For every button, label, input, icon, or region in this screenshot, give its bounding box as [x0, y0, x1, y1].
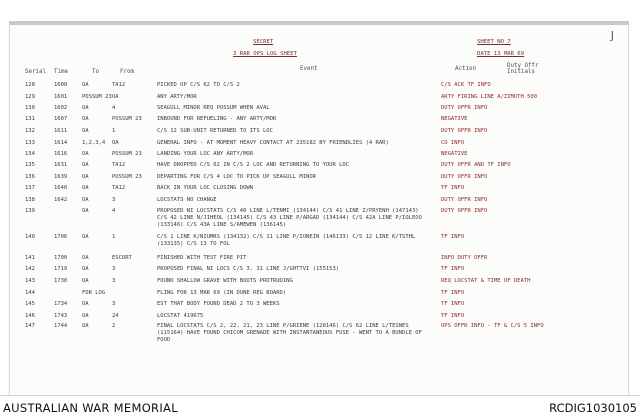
- col-header-time: Time: [54, 69, 68, 75]
- cell-action: TF INFO: [441, 290, 465, 296]
- cell-action: ARTY FIRING LINE A/ZIMUTH 500: [441, 94, 538, 100]
- cell-to: OA: [82, 301, 89, 307]
- cell-action: DUTY OFFR AND TF INFO: [441, 162, 511, 168]
- cell-action: CO INFO: [441, 140, 465, 146]
- cell-event: PROPOSED FINAL NI LOCS C/S 3, 31 LINE J/GHTTVI (155153): [157, 266, 340, 272]
- cell-action: TF INFO: [441, 266, 465, 272]
- cell-to: 1,2,3,4: [82, 140, 106, 146]
- cell-from: TA12: [112, 82, 126, 88]
- cell-event: FINISHED WITH TEST FIRE PIT: [157, 255, 247, 261]
- cell-serial: 135: [25, 162, 35, 168]
- cell-event: EST THAT BODY FOUND DEAD 2 TO 3 WEEKS: [157, 301, 280, 307]
- cell-serial: 132: [25, 128, 35, 134]
- cell-event: SEAGULL MINOR REQ POSSUM WHEN AVAL: [157, 105, 270, 111]
- cell-from: 24: [112, 313, 119, 319]
- cell-from: 1: [112, 128, 116, 134]
- cell-from: TA12: [112, 185, 126, 191]
- cell-serial: 140: [25, 234, 35, 240]
- col-header-to: To: [92, 69, 99, 75]
- cell-to: OA: [82, 323, 89, 329]
- cell-to: OA: [82, 105, 89, 111]
- cell-from: 4: [112, 208, 116, 214]
- security-classification: SECRET: [253, 39, 274, 45]
- cell-from: POSSUM 23: [112, 151, 142, 157]
- cell-to: OA: [82, 208, 89, 214]
- cell-event: HAVE DROPPED C/S 62 IN C/S 2 LOC AND RETURNING TO YOUR LOC: [157, 162, 350, 168]
- cell-event: BACK IN YOUR LOC CLOSING DOWN: [157, 185, 254, 191]
- log-sheet: [9, 21, 629, 397]
- cell-action: TF INFO: [441, 185, 465, 191]
- cell-event: GENERAL INFO - AT MOMENT HEAVY CONTACT AT 235182 BY FRIENDLIES (4 RAR): [157, 140, 389, 146]
- cell-serial: 137: [25, 185, 35, 191]
- cell-serial: 138: [25, 197, 35, 203]
- cell-to: OA: [82, 116, 89, 122]
- cell-action: INFO DUTY OFFR: [441, 255, 488, 261]
- cell-action: DUTY OFFR INFO: [441, 174, 488, 180]
- cell-time: 1700: [54, 255, 68, 261]
- footer-source: AUSTRALIAN WAR MEMORIAL: [3, 401, 178, 415]
- cell-serial: 136: [25, 174, 35, 180]
- cell-time: 1611: [54, 128, 68, 134]
- cell-to: OA: [82, 234, 89, 240]
- cell-from: OA: [112, 140, 119, 146]
- cell-to: FOR LOG: [82, 290, 106, 296]
- cell-event: LOCSTAT 419675: [157, 313, 204, 319]
- cell-from: 1: [112, 234, 116, 240]
- cell-to: OA: [82, 162, 89, 168]
- cell-serial: 134: [25, 151, 35, 157]
- cell-action: DUTY OFFR INFO: [441, 208, 488, 214]
- cell-time: 1616: [54, 151, 68, 157]
- cell-action: DUTY OFFR INFO: [441, 197, 488, 203]
- cell-event: PROPOSED NI LOCSTATS C/S 40 LINE L/TENMI (134144) C/S 41 LINE Z/PRYENH (147143) C/S 42 LINE N/JIHEOL (134145) C/S 43 LINE P/ARGAD (134144) C/S 42A LINE P/IOLEOO (133146) C/S 43A LINE S/AMEWEN (136145): [157, 208, 422, 228]
- cell-action: C/S ACK TF INFO: [441, 82, 491, 88]
- cell-serial: 141: [25, 255, 35, 261]
- cell-to: OA: [82, 313, 89, 319]
- cell-event: FLING FOR 13 MAR 69 (IN DUNE REG BOARD): [157, 290, 287, 296]
- footer-record-id: RCDIG1030105: [549, 401, 637, 415]
- cell-action: TF INFO: [441, 301, 465, 307]
- cell-serial: 131: [25, 116, 35, 122]
- cell-from: POSSUM 23: [112, 116, 142, 122]
- cell-action: DUTY OFFR INFO: [441, 105, 488, 111]
- cell-to: OA: [82, 82, 89, 88]
- cell-time: 1602: [54, 105, 68, 111]
- cell-to: OA: [82, 278, 89, 284]
- cell-action: NEGATIVE: [441, 116, 468, 122]
- cell-time: 1600: [54, 82, 68, 88]
- cell-serial: 142: [25, 266, 35, 272]
- col-header-duty-offr: Duty Offr Initials: [507, 63, 539, 75]
- cell-event: LOCSTATS NO CHANGE: [157, 197, 217, 203]
- col-header-action: Action: [455, 66, 476, 72]
- cell-event: C/S 1 LINE K/NIUMRS (134132) C/S 11 LINE P/IONEIN (146133) C/S 12 LINE K/TSTHL (133135) C/S 13 TO FOL: [157, 234, 416, 247]
- cell-from: OA: [112, 94, 119, 100]
- cell-from: 3: [112, 278, 116, 284]
- cell-from: 2: [112, 323, 116, 329]
- cell-serial: 146: [25, 313, 35, 319]
- cell-time: 1642: [54, 197, 68, 203]
- cell-serial: 143: [25, 278, 35, 284]
- col-header-event: Event: [300, 66, 318, 72]
- cell-serial: 133: [25, 140, 35, 146]
- cell-serial: 129: [25, 94, 35, 100]
- cell-to: OA: [82, 151, 89, 157]
- cell-time: 1640: [54, 185, 68, 191]
- cell-from: POSSUM 23: [112, 174, 142, 180]
- cell-from: ESCORT: [112, 255, 132, 261]
- cell-time: 1734: [54, 301, 68, 307]
- cell-from: TA12: [112, 162, 126, 168]
- sheet-date: DATE 13 MAR 69: [477, 51, 525, 57]
- cell-event: FOUND SHALLOW GRAVE WITH BOOTS PROTRUDING: [157, 278, 293, 284]
- col-header-serial: Serial: [25, 69, 46, 75]
- cell-action: TF INFO: [441, 313, 465, 319]
- cell-serial: 144: [25, 290, 35, 296]
- cell-time: 1719: [54, 266, 68, 272]
- cell-event: DEPARTING FOR C/S 4 LOC TO PICK UP SEAGULL MINOR: [157, 174, 316, 180]
- cell-to: OA: [82, 185, 89, 191]
- cell-to: POSSUM 23: [82, 94, 112, 100]
- cell-action: DUTY OFFR INFO: [441, 128, 488, 134]
- cell-time: 1639: [54, 174, 68, 180]
- sheet-title: 3 RAR OPS LOG SHEET: [233, 51, 297, 57]
- col-header-from: From: [120, 69, 134, 75]
- cell-time: 1607: [54, 116, 68, 122]
- cell-from: 3: [112, 301, 116, 307]
- cell-to: OA: [82, 197, 89, 203]
- footer: [0, 395, 640, 418]
- cell-action: OPS OFFR INFO - TF & C/S 5 INFO: [441, 323, 544, 329]
- cell-time: 1631: [54, 162, 68, 168]
- cell-event: PICKED UP C/S 62 TO C/S 2: [157, 82, 240, 88]
- cell-time: 1744: [54, 323, 68, 329]
- cell-serial: 128: [25, 82, 35, 88]
- cell-event: C/S 12 SUB-UNIT RETURNED TO ITS LOC: [157, 128, 273, 134]
- cell-time: 1730: [54, 278, 68, 284]
- sheet-number: SHEET NO 7: [477, 39, 511, 45]
- cell-event: FINAL LOCSTATS C/S 2, 22, 21, 23 LINE P/GRIENE (128146) C/S 62 LINE L/TESNES (115164) HAVE FOUND CHICOM GRENADE WITH INSTANTANEOUS FUSE - WENT TO A BUNDLE OF FOOD: [157, 323, 422, 343]
- cell-from: 3: [112, 197, 116, 203]
- cell-serial: 145: [25, 301, 35, 307]
- cell-to: OA: [82, 255, 89, 261]
- cell-to: OA: [82, 128, 89, 134]
- cell-serial: 147: [25, 323, 35, 329]
- cell-action: REQ LOCSTAT & TIME OF DEATH: [441, 278, 531, 284]
- cell-to: OA: [82, 266, 89, 272]
- cell-serial: 130: [25, 105, 35, 111]
- cell-time: 1743: [54, 313, 68, 319]
- cell-to: OA: [82, 174, 89, 180]
- cell-event: ANY ARTY/MOR: [157, 94, 197, 100]
- cell-action: TF INFO: [441, 234, 465, 240]
- cell-event: LANDING YOUR LOC ANY ARTY/MOR: [157, 151, 254, 157]
- cell-time: 1614: [54, 140, 68, 146]
- cell-from: 3: [112, 266, 116, 272]
- cell-event: INBOUND FOR REFUELING - ANY ARTY/MOR: [157, 116, 277, 122]
- corner-mark: J: [610, 29, 614, 42]
- cell-action: NEGATIVE: [441, 151, 468, 157]
- cell-from: 4: [112, 105, 116, 111]
- cell-time: 1706: [54, 234, 68, 240]
- cell-serial: 139: [25, 208, 35, 214]
- cell-time: 1601: [54, 94, 68, 100]
